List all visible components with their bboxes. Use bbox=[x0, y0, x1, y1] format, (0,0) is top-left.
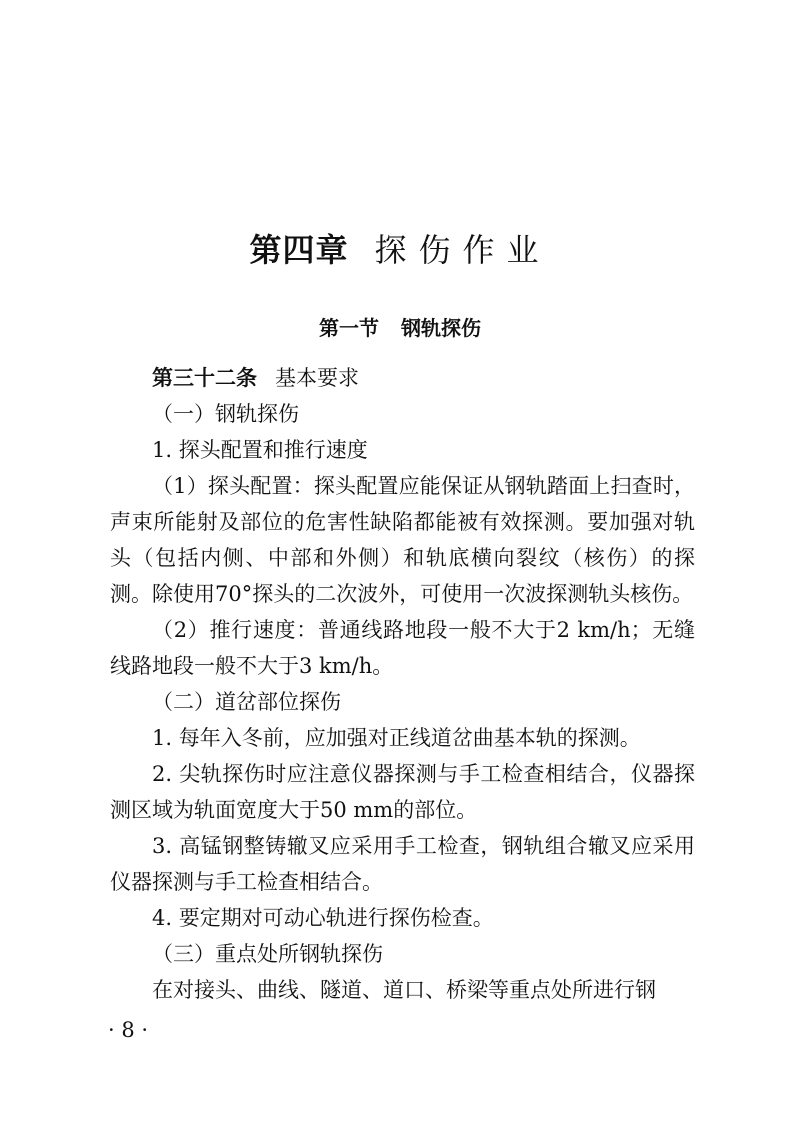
body-text bbox=[110, 360, 695, 1008]
chapter-number: 第四章 bbox=[249, 231, 349, 269]
section-name: 钢轨探伤 bbox=[401, 316, 481, 340]
article-name: 基本要求 bbox=[275, 366, 359, 390]
item-frog-inspection: 3. 高锰钢整铸辙叉应采用手工检查，钢轨组合辙叉应采用仪器探测与手工检查相结合。 bbox=[110, 834, 695, 894]
item-probe-config-speed: 1. 探头配置和推行速度 bbox=[152, 438, 368, 462]
paragraph-probe-config: （1）探头配置：探头配置应能保证从钢轨踏面上扫查时，声束所能射及部位的危害性缺陷都能被有效探测。要加强对轨头（包括内侧、中部和外侧）和轨底横向裂纹（核伤）的探测。除使用70°探头的二次波外，可使用一次波探测轨头核伤。 bbox=[110, 474, 695, 606]
chapter-name: 探伤作业 bbox=[374, 231, 551, 269]
item-movable-frog-inspection: 4. 要定期对可动心轨进行探伤检查。 bbox=[152, 906, 494, 930]
paragraph-push-speed: （2）推行速度：普通线路地段一般不大于2 km/h；无缝线路地段一般不大于3 km/h。 bbox=[110, 618, 695, 678]
paragraph-key-locations: 在对接头、曲线、隧道、道口、桥梁等重点处所进行钢 bbox=[152, 978, 656, 1002]
article-heading bbox=[110, 360, 695, 396]
subheading-rail-inspection: （一）钢轨探伤 bbox=[152, 402, 299, 426]
page-number: · 8 · bbox=[108, 1018, 149, 1042]
subheading-turnout-inspection: （二）道岔部位探伤 bbox=[152, 690, 341, 714]
section-title bbox=[0, 312, 800, 344]
item-switch-rail-inspection: 2. 尖轨探伤时应注意仪器探测与手工检查相结合，仪器探测区域为轨面宽度大于50 mm的部位。 bbox=[110, 762, 695, 822]
article-number: 第三十二条 bbox=[152, 366, 257, 390]
item-winter-inspection: 1. 每年入冬前，应加强对正线道岔曲基本轨的探测。 bbox=[152, 726, 641, 750]
subheading-key-locations: （三）重点处所钢轨探伤 bbox=[152, 942, 383, 966]
section-number: 第一节 bbox=[319, 316, 379, 340]
chapter-title bbox=[0, 226, 800, 274]
